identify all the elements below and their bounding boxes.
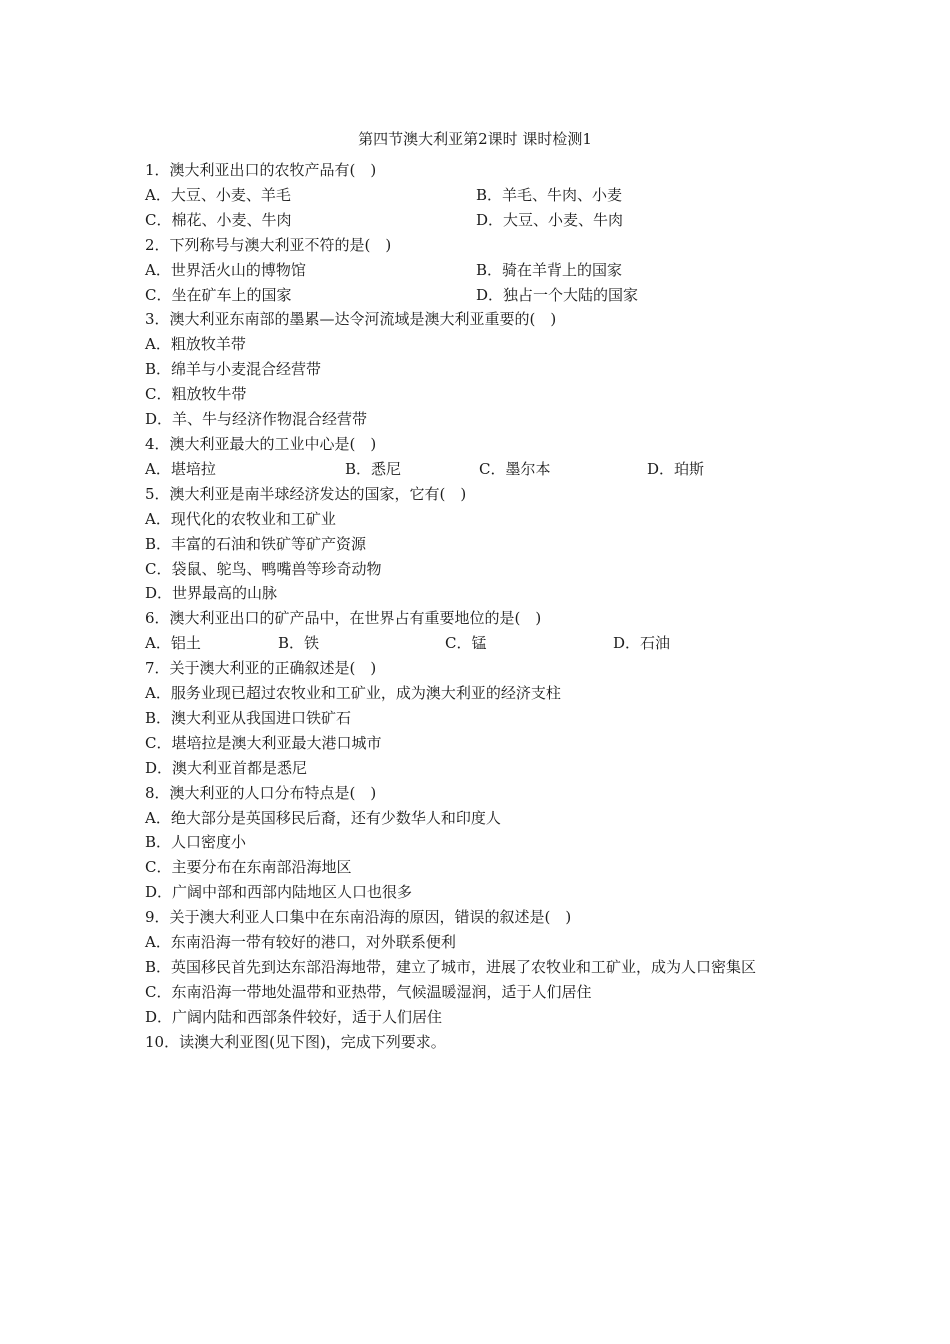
question-2-stem: 2．下列称号与澳大利亚不符的是( ) <box>145 235 392 254</box>
question-6-options <box>145 631 807 656</box>
question-3-option-d: D．羊、牛与经济作物混合经营带 <box>145 410 368 429</box>
question-7-stem: 7．关于澳大利亚的正确叙述是( ) <box>145 659 377 678</box>
question-1-options-row-2 <box>145 208 807 233</box>
question-6-option-c: C．锰 <box>445 634 487 653</box>
question-6-option-d: D．石油 <box>613 634 671 653</box>
question-4-option-c: C．墨尔本 <box>479 459 551 478</box>
question-4-option-a: A．堪培拉 <box>145 459 216 478</box>
question-2-option-d: D．独占一个大陆的国家 <box>476 285 639 304</box>
question-9-option-a: A．东南沿海一带有较好的港口，对外联系便利 <box>145 933 456 952</box>
question-2-options-row-1 <box>145 258 807 283</box>
question-5-option-b: B．丰富的石油和铁矿等矿产资源 <box>145 534 367 553</box>
question-7-option-a: A．服务业现已超过农牧业和工矿业，成为澳大利亚的经济支柱 <box>145 684 561 703</box>
question-1-option-c: C．棉花、小麦、牛肉 <box>145 210 292 229</box>
question-4-stem: 4．澳大利亚最大的工业中心是( ) <box>145 434 377 453</box>
question-9-stem: 9．关于澳大利亚人口集中在东南沿海的原因，错误的叙述是( ) <box>145 908 572 927</box>
question-9-option-b: B．英国移民首先到达东部沿海地带，建立了城市，进展了农牧业和工矿业，成为人口密集区 <box>145 958 757 976</box>
question-1-option-b: B．羊毛、牛肉、小麦 <box>476 185 623 204</box>
question-list <box>145 158 807 1055</box>
question-5-option-a: A．现代化的农牧业和工矿业 <box>145 509 336 528</box>
question-6-option-a: A．铝土 <box>145 634 201 653</box>
question-4-option-d: D．珀斯 <box>647 459 705 478</box>
question-4-option-b: B．悉尼 <box>345 459 402 478</box>
question-1-options-row-1 <box>145 183 807 208</box>
question-8-option-d: D．广阔中部和西部内陆地区人口也很多 <box>145 883 413 902</box>
question-8-option-a: A．绝大部分是英国移民后裔，还有少数华人和印度人 <box>145 808 501 827</box>
question-6-option-b: B．铁 <box>278 634 320 653</box>
question-1-stem: 1．澳大利亚出口的农牧产品有( ) <box>145 161 377 179</box>
question-2-option-b: B．骑在羊背上的国家 <box>476 260 623 279</box>
question-5-option-d: D．世界最高的山脉 <box>145 584 278 603</box>
page-title: 第四节澳大利亚第2课时 课时检测1 <box>358 130 592 148</box>
question-1-option-a: A．大豆、小麦、羊毛 <box>145 185 291 204</box>
question-1-option-d: D．大豆、小麦、牛肉 <box>476 210 624 229</box>
question-10-stem: 10．读澳大利亚图(见下图)，完成下列要求。 <box>145 1032 446 1051</box>
question-3-stem: 3．澳大利亚东南部的墨累—达令河流域是澳大利亚重要的( ) <box>145 310 557 329</box>
question-2-option-a: A．世界活火山的博物馆 <box>145 260 306 279</box>
question-8-option-c: C．主要分布在东南部沿海地区 <box>145 858 352 877</box>
question-9-option-c: C．东南沿海一带地处温带和亚热带，气候温暖湿润，适于人们居住 <box>145 982 592 1001</box>
question-9-option-d: D．广阔内陆和西部条件较好，适于人们居住 <box>145 1007 443 1026</box>
question-3-option-a: A．粗放牧羊带 <box>145 335 246 354</box>
question-5-stem: 5．澳大利亚是南半球经济发达的国家，它有( ) <box>145 484 467 503</box>
question-3-option-b: B．绵羊与小麦混合经营带 <box>145 360 322 379</box>
question-5-option-c: C．袋鼠、鸵鸟、鸭嘴兽等珍奇动物 <box>145 559 382 578</box>
question-6-stem: 6．澳大利亚出口的矿产品中，在世界占有重要地位的是( ) <box>145 609 542 628</box>
question-3-option-c: C．粗放牧牛带 <box>145 385 247 404</box>
question-7-option-c: C．堪培拉是澳大利亚最大港口城市 <box>145 733 382 752</box>
question-2-option-c: C．坐在矿车上的国家 <box>145 285 292 304</box>
question-2-options-row-2 <box>145 283 807 308</box>
question-7-option-d: D．澳大利亚首都是悉尼 <box>145 758 308 777</box>
question-8-stem: 8．澳大利亚的人口分布特点是( ) <box>145 783 377 802</box>
question-4-options <box>145 457 807 482</box>
question-8-option-b: B．人口密度小 <box>145 833 247 852</box>
question-7-option-b: B．澳大利亚从我国进口铁矿石 <box>145 708 352 727</box>
